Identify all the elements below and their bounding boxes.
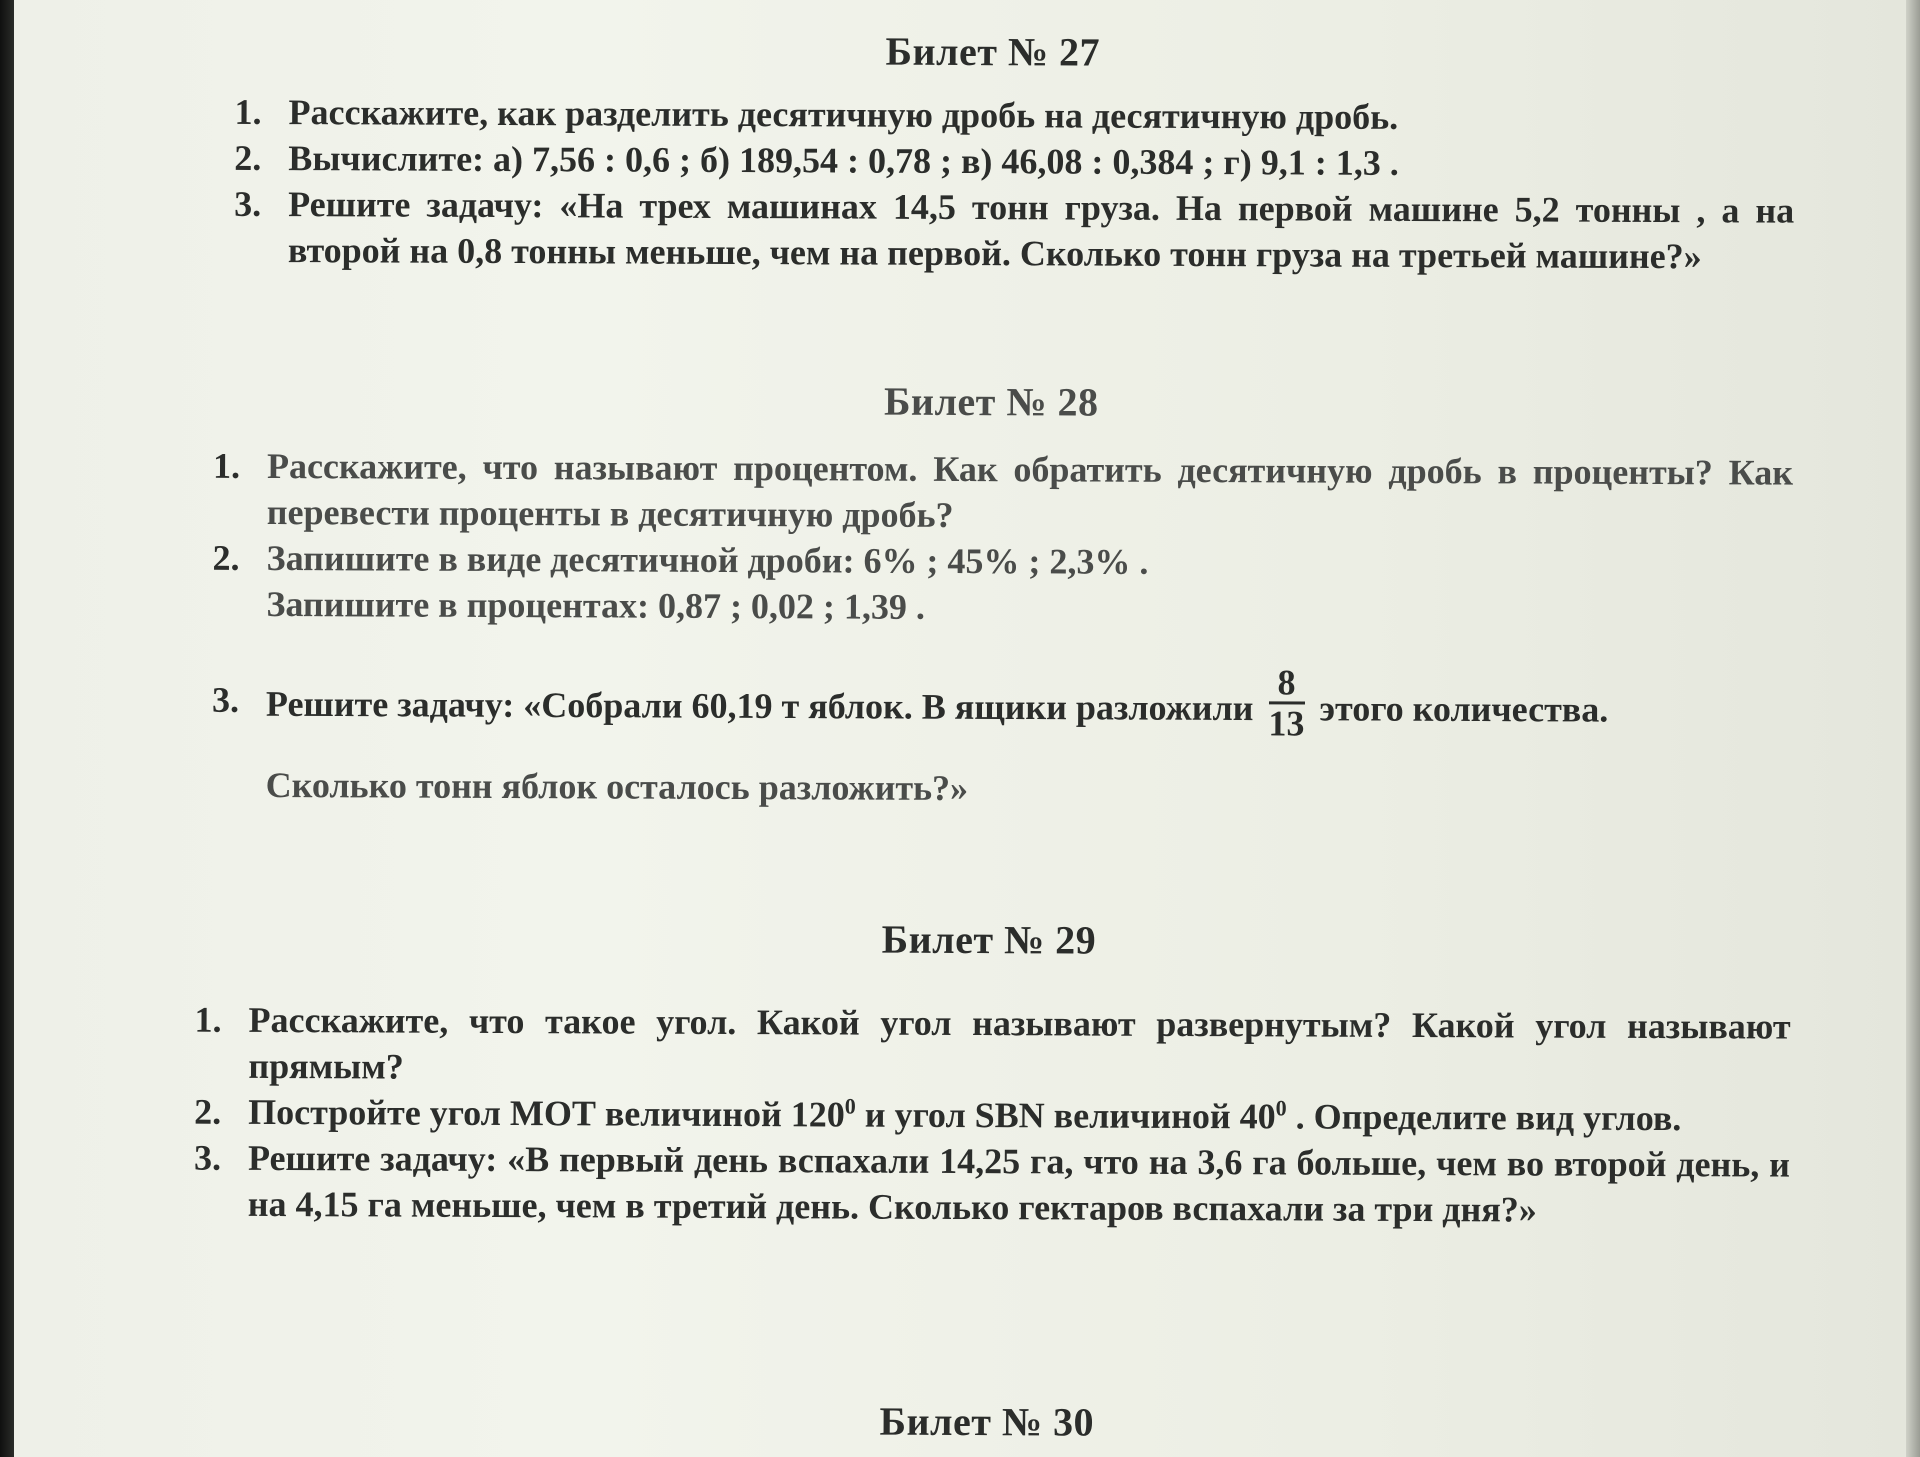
item-number: 3. [211, 679, 240, 720]
item-text-part-3: . Определите вид углов. [1286, 1096, 1682, 1139]
degree-sign-1: 0 [844, 1093, 856, 1119]
fraction-denominator: 13 [1268, 703, 1305, 744]
item-text: Расскажите, что такое угол. Какой угол называют развернутым? Какой угол называют прямым? [248, 999, 1791, 1087]
ticket-29-item-2 [194, 1089, 1790, 1142]
ticket-27-item-1 [234, 89, 1794, 142]
item-number: 3. [193, 1137, 222, 1178]
degree-sign-2: 0 [1275, 1095, 1287, 1121]
ticket-29-items [194, 997, 1791, 1234]
ticket-29-item-3 [194, 1135, 1790, 1234]
ticket-27-items [234, 89, 1795, 280]
item-number: 2. [212, 537, 240, 578]
item-text: Решите задачу: «В первый день вспахали 14,25 га, что на 3,6 га больше, чем во второй день, и на 4,15 га меньше, чем в третий день. Сколько гектаров вспахали за три дня?» [247, 1137, 1791, 1230]
item-number: 2. [194, 1091, 222, 1132]
item-number: 1. [212, 445, 241, 486]
item-text-part-2: и угол SBN величиной 40 [855, 1094, 1276, 1137]
fraction-numerator: 8 [1277, 662, 1296, 703]
ticket-30-title: Билет № 30 [879, 1398, 1095, 1445]
ticket-28-item-2 [213, 535, 1793, 588]
item-text: Запишите в виде десятичной дроби: 6% ; 45% ; 2,3% . [266, 537, 1149, 582]
item-number: 1. [194, 999, 222, 1040]
ticket-28-item-2-extra [212, 581, 1792, 634]
item-text: Расскажите, что называют процентом. Как обратить десятичную дробь в проценты? Как перевести проценты в десятичную дробь? [266, 445, 1794, 535]
item-number: 2. [234, 137, 262, 178]
ticket-28-item-1 [213, 443, 1793, 542]
ticket-28-items [212, 443, 1794, 815]
item-text-part-1: Постройте угол МОТ величиной 120 [248, 1091, 845, 1135]
item-text: Расскажите, как разделить десятичную дробь на десятичную дробь. [288, 92, 1399, 137]
ticket-27-item-2 [234, 135, 1794, 188]
item-text: Сколько тонн яблок осталось разложить?» [265, 764, 969, 809]
item-number: 3. [234, 183, 262, 224]
ticket-28-title: Билет № 28 [883, 378, 1099, 425]
item-text-part-2: этого количества. [1310, 688, 1609, 730]
item-text: Решите задачу: «На трех машинах 14,5 тонн груза. На первой машине 5,2 тонны , а на второй на 0,8 тонны меньше, чем на первой. Сколько тонн груза на третьей машине?» [287, 184, 1795, 277]
item-text: Запишите в процентах: 0,87 ; 0,02 ; 1,39 . [266, 583, 926, 627]
fraction [1268, 663, 1304, 742]
ticket-29-title: Билет № 29 [881, 916, 1097, 963]
item-text-part-1: Решите задачу: «Собрали 60,19 т яблок. В ящики разложили [265, 683, 1263, 729]
item-text: Вычислите: а) 7,56 : 0,6 ; б) 189,54 : 0,78 ; в) 46,08 : 0,384 ; г) 9,1 : 1,3 . [288, 138, 1399, 183]
item-number: 1. [234, 91, 262, 132]
ticket-28-item-3 [211, 662, 1792, 745]
ticket-28-item-3-line-2 [212, 762, 1792, 815]
ticket-29-item-1 [194, 997, 1790, 1096]
ticket-27-item-3 [234, 181, 1794, 280]
ticket-27-title: Билет № 27 [885, 28, 1101, 75]
